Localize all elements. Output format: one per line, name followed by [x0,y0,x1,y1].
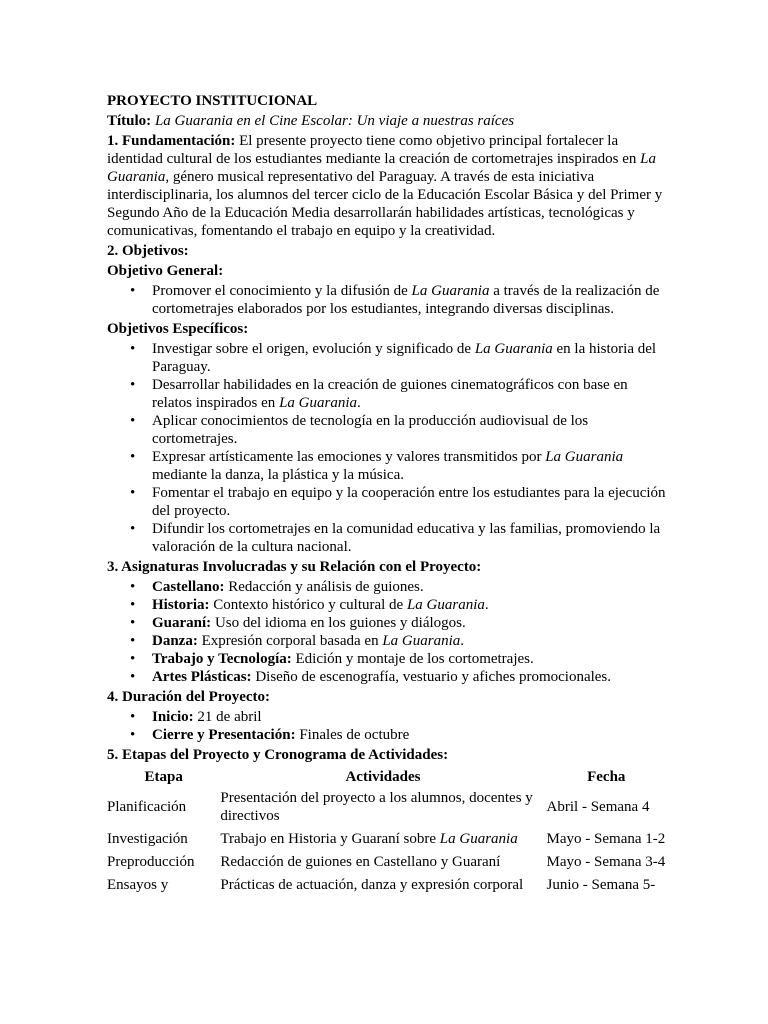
item-text: Uso del idioma en los guiones y diálogos. [211,615,466,631]
fundamentacion-text-1: El presente proyecto tiene como objetivo principal fortalecer la identidad cultural de los estudiantes mediante la creación de cortometrajes inspirados en [107,133,641,167]
item-text: Expresar artísticamente las emociones y valores transmitidos por [152,449,546,465]
table-row [107,851,667,874]
titulo-line [107,112,667,130]
document-page [107,92,667,897]
item-label: Historia: [152,597,210,613]
asignaturas-heading: 3. Asignaturas Involucradas y su Relación con el Proyecto: [107,559,482,575]
etapas-heading: 5. Etapas del Proyecto y Cronograma de Actividades: [107,747,449,763]
actividades-cell [220,787,545,828]
list-item [152,726,667,744]
fundamentacion-emphasis: La Guarania [107,151,656,185]
list-item [152,578,667,596]
list-item [152,282,667,318]
item-emphasis: La Guarania [411,283,490,299]
cell-text: Redacción de guiones en Castellano y Guaraní [220,854,501,870]
actividades-cell [220,874,545,897]
etapa-cell: Ensayos y [107,877,169,893]
cell-text: Prácticas de actuación, danza y expresión corporal [220,877,524,893]
list-item [152,650,667,668]
item-text: Fomentar el trabajo en equipo y la cooperación entre los estudiantes para la ejecución del proyecto. [152,485,666,519]
table-row [107,828,667,851]
objetivos-especificos-heading: Objetivos Específicos: [107,321,249,337]
item-text: mediante la danza, la plástica y la música. [152,467,404,483]
item-emphasis: La Guarania [406,597,485,613]
table-header-row [107,766,667,787]
duracion-heading: 4. Duración del Proyecto: [107,689,271,705]
list-item [152,668,667,686]
cronograma-table [107,766,667,897]
item-text: Aplicar conocimientos de tecnología en la producción audiovisual de los cortometrajes. [152,413,589,447]
actividades-cell [220,851,545,874]
item-text: a través de la realización de cortometrajes elaborados por los estudiantes, integrando diversas disciplinas. [152,283,660,317]
item-label: Cierre y Presentación: [152,727,296,743]
titulo-text: La Guarania en el Cine Escolar: Un viaje a nuestras raíces [154,113,515,129]
cell-text: Trabajo en Historia y Guaraní sobre [220,831,440,847]
list-item [152,484,667,520]
item-text: Redacción y análisis de guiones. [224,579,424,595]
asignaturas-list [107,578,667,686]
item-text: Contexto histórico y cultural de [209,597,407,613]
item-label: Guaraní: [152,615,212,631]
item-text: Investigar sobre el origen, evolución y significado de [152,341,475,357]
table-row [107,874,667,897]
item-label: Artes Plásticas: [152,669,252,685]
cell-text: Presentación del proyecto a los alumnos, docentes y directivos [220,790,533,824]
objetivos-especificos-list [107,340,667,556]
list-item [152,596,667,614]
item-text: Difundir los cortometrajes en la comunidad educativa y las familias, promoviendo la valoración de la cultura nacional. [152,521,661,555]
fecha-cell: Junio - Semana 5- [546,877,656,893]
objetivo-general-list [107,282,667,318]
item-text: Promover el conocimiento y la difusión de [152,283,412,299]
fecha-cell: Mayo - Semana 1-2 [546,831,666,847]
item-emphasis: La Guarania [545,449,624,465]
item-label: Inicio: [152,709,194,725]
list-item [152,708,667,726]
item-emphasis: La Guarania [279,395,357,411]
actividades-cell [220,828,545,851]
item-emphasis: La Guarania [382,633,461,649]
item-label: Trabajo y Tecnología: [152,651,292,667]
list-item [152,448,667,484]
fundamentacion-paragraph [107,132,667,240]
objetivos-heading: 2. Objetivos: [107,243,189,259]
item-text: Desarrollar habilidades en la creación de guiones cinematográficos con base en relatos inspirados en [152,377,628,411]
item-label: Danza: [152,633,198,649]
item-text: Expresión corporal basada en [197,633,383,649]
etapa-cell: Investigación [107,831,188,847]
list-item [152,340,667,376]
item-text: en la historia del Paraguay. [152,341,657,375]
item-text: Diseño de escenografía, vestuario y afiches promocionales. [251,669,612,685]
item-text: . [484,597,489,613]
item-text: 21 de abril [193,709,262,725]
item-text: Finales de octubre [295,727,410,743]
objetivo-general-heading: Objetivo General: [107,263,224,279]
etapa-cell: Preproducción [107,854,195,870]
list-item [152,614,667,632]
duracion-list [107,708,667,744]
column-header: Actividades [345,769,421,785]
item-text: . [460,633,465,649]
fundamentacion-label: 1. Fundamentación: [107,133,236,149]
item-label: Castellano: [152,579,225,595]
table-row [107,787,667,828]
column-header: Etapa [144,769,183,785]
fundamentacion-text-2: , género musical representativo del Paraguay. A través de esta iniciativa interdisciplinaria, los alumnos del tercer ciclo de la Educación Escolar Básica y del Primer y Segundo Año de la Educación Media desarrollarán habilidades artísticas, tecnológicas y comunicativas, fomentando el trabajo en equipo y la creatividad. [107,169,663,239]
list-item [152,632,667,650]
etapa-cell: Planificación [107,799,187,815]
document-title: PROYECTO INSTITUCIONAL [107,93,318,109]
column-header: Fecha [587,769,626,785]
list-item [152,520,667,556]
item-emphasis: La Guarania [474,341,553,357]
list-item [152,412,667,448]
item-text: Edición y montaje de los cortometrajes. [291,651,534,667]
titulo-label: Título: [107,113,152,129]
fecha-cell: Abril - Semana 4 [546,799,650,815]
cell-emphasis: La Guarania [439,831,518,847]
fecha-cell: Mayo - Semana 3-4 [546,854,666,870]
list-item [152,376,667,412]
item-text: . [357,395,361,411]
